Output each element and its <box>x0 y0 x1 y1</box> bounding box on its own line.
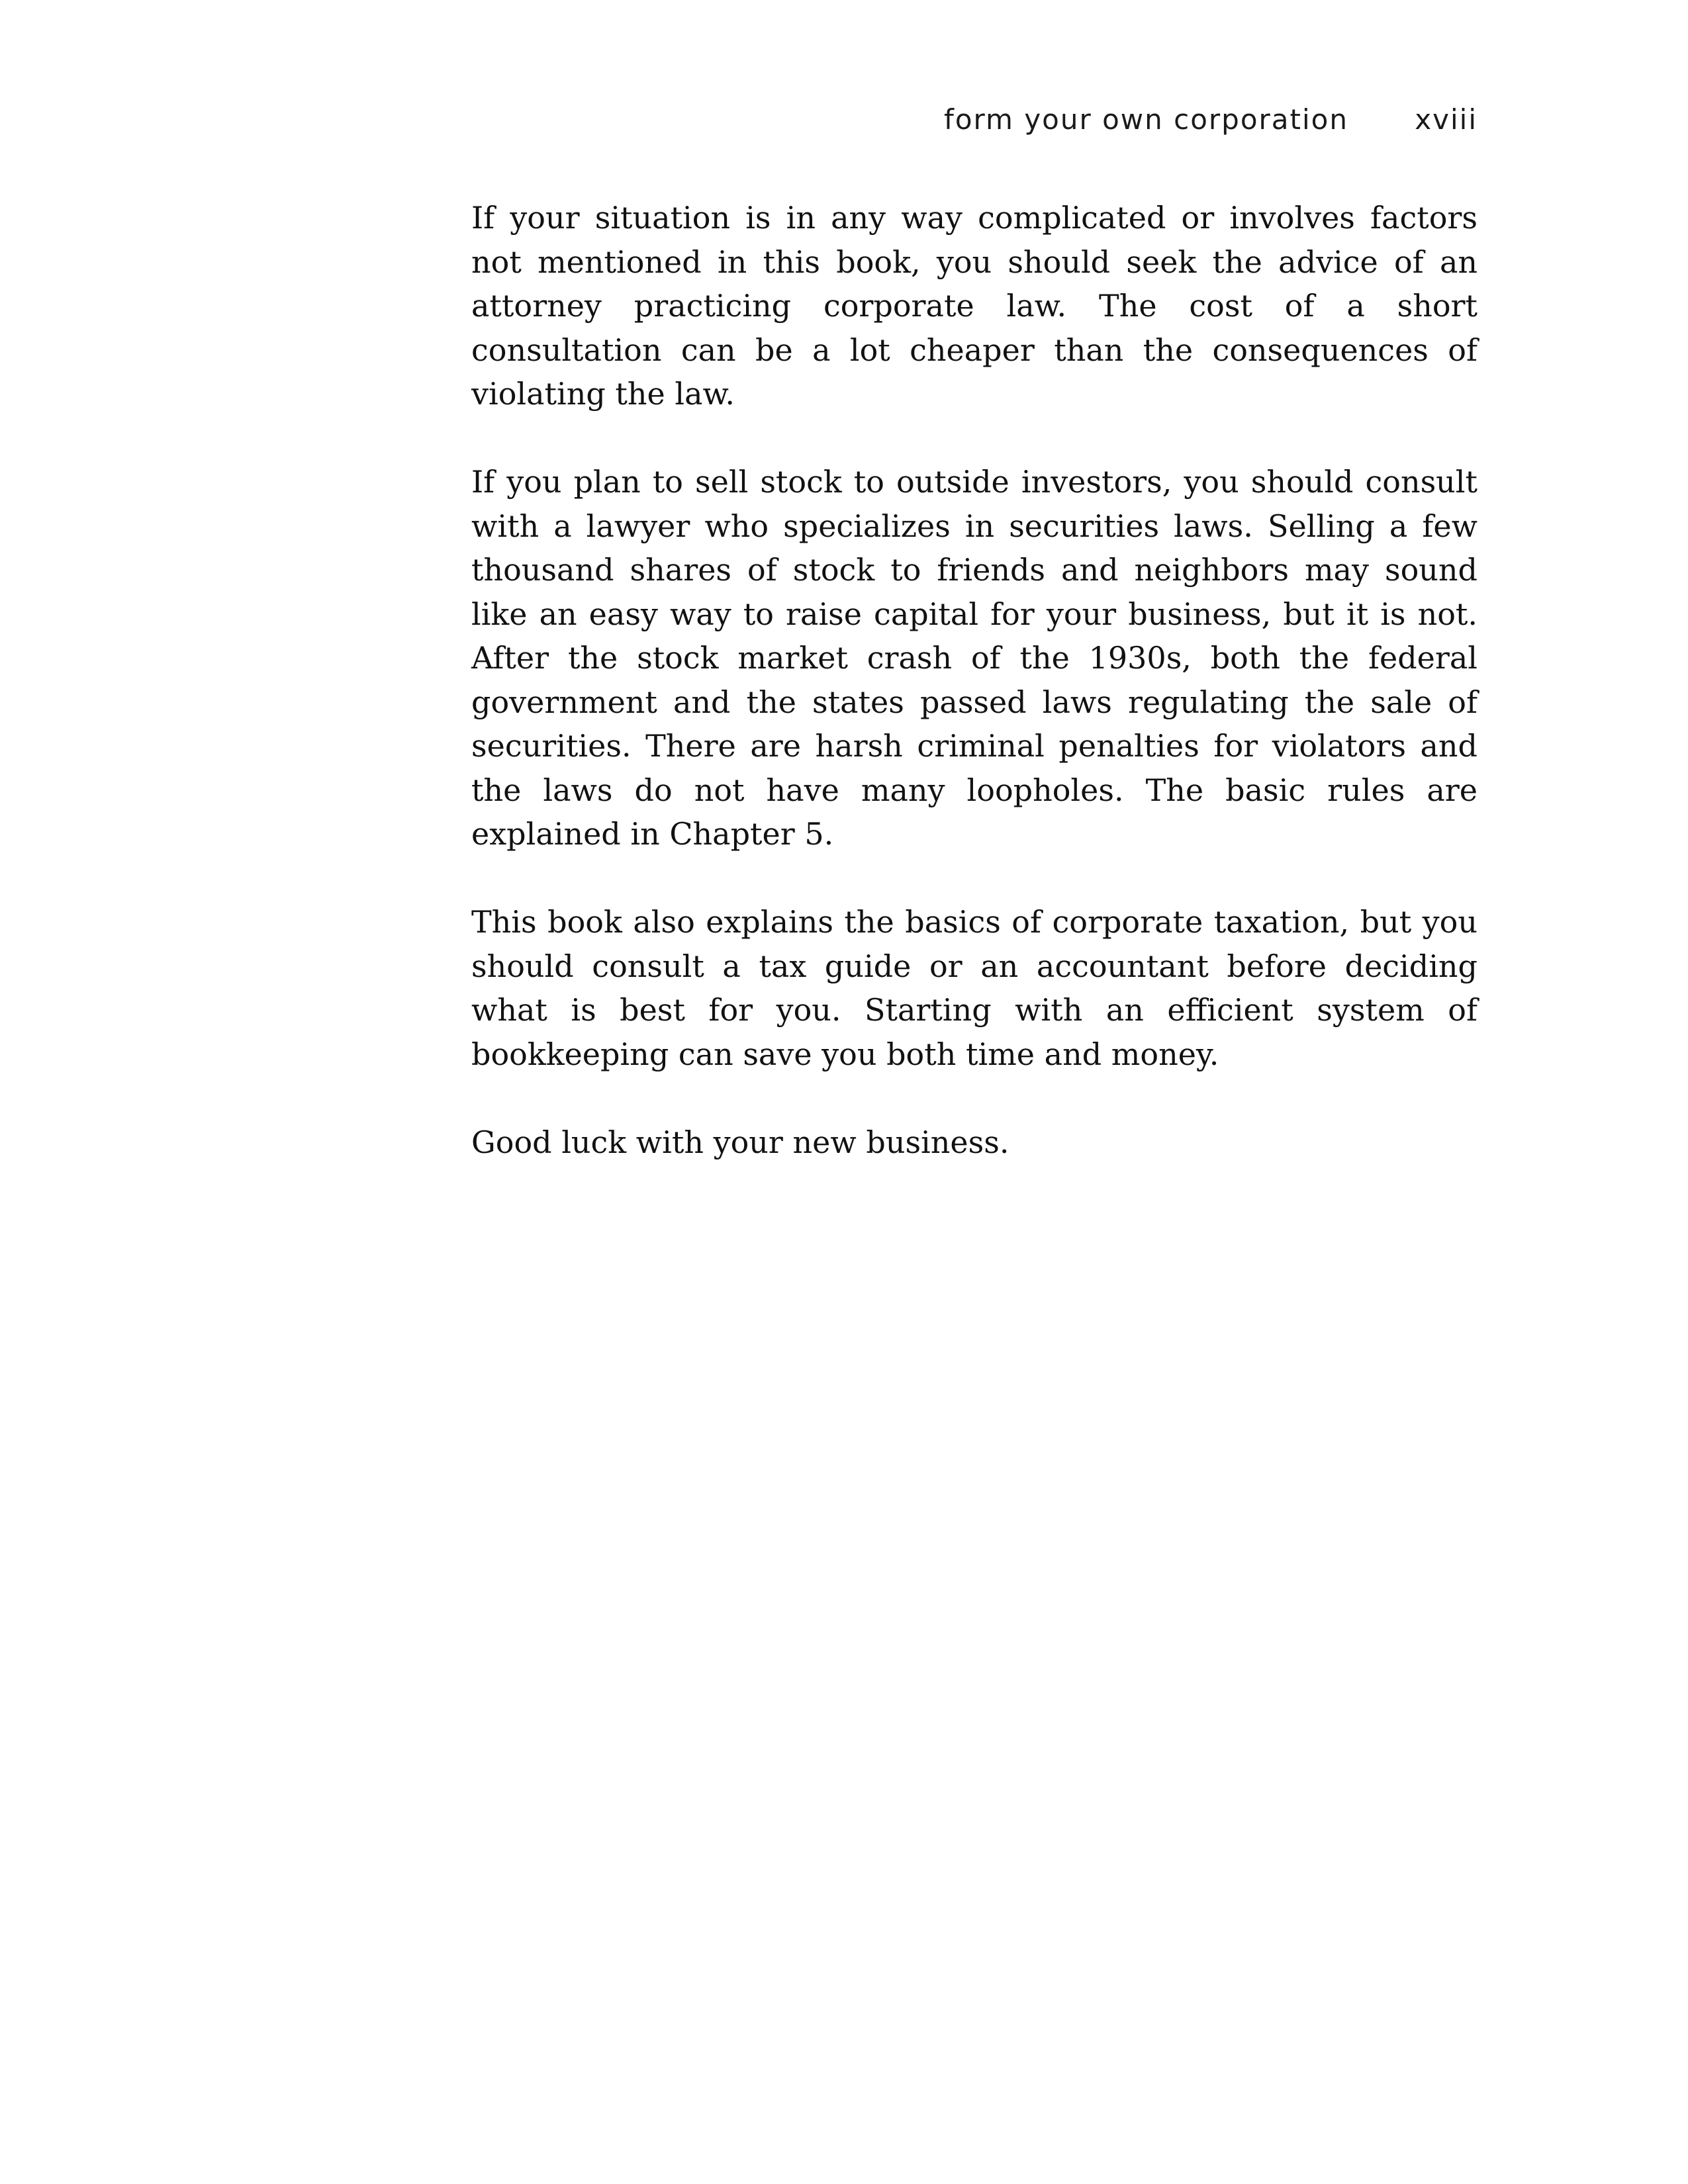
paragraph: Good luck with your new business. <box>471 1124 1009 1160</box>
page-number: xviii <box>1415 103 1477 136</box>
running-head-title: form your own corporation <box>944 103 1348 136</box>
running-head <box>471 103 1477 143</box>
paragraph: If you plan to sell stock to outside investors, you should consult with a lawyer who specializes in securities laws. Selling a few thousand shares of stock to friends and neighbors may sound like an easy way to raise capital for your business, but it is not. After the stock market crash of the 1930s, both the federal government and the states passed laws regulating the sale of securities. There are harsh criminal penalties for violators and the laws do not have many loopholes. The basic rules are explained in Chapter 5. <box>471 464 1477 852</box>
paragraph: This book also explains the basics of corporate taxation, but you should consult a tax guide or an accountant before deciding what is best for you. Starting with an efficient system of bookkeeping can save you both time and money. <box>471 904 1477 1072</box>
paragraph: If your situation is in any way complicated or involves factors not mentioned in this book, you should seek the advice of an attorney practicing corporate law. The cost of a short consultation can be a lot cheaper than the consequences of violating the law. <box>471 200 1477 412</box>
body-text <box>471 196 1477 1208</box>
